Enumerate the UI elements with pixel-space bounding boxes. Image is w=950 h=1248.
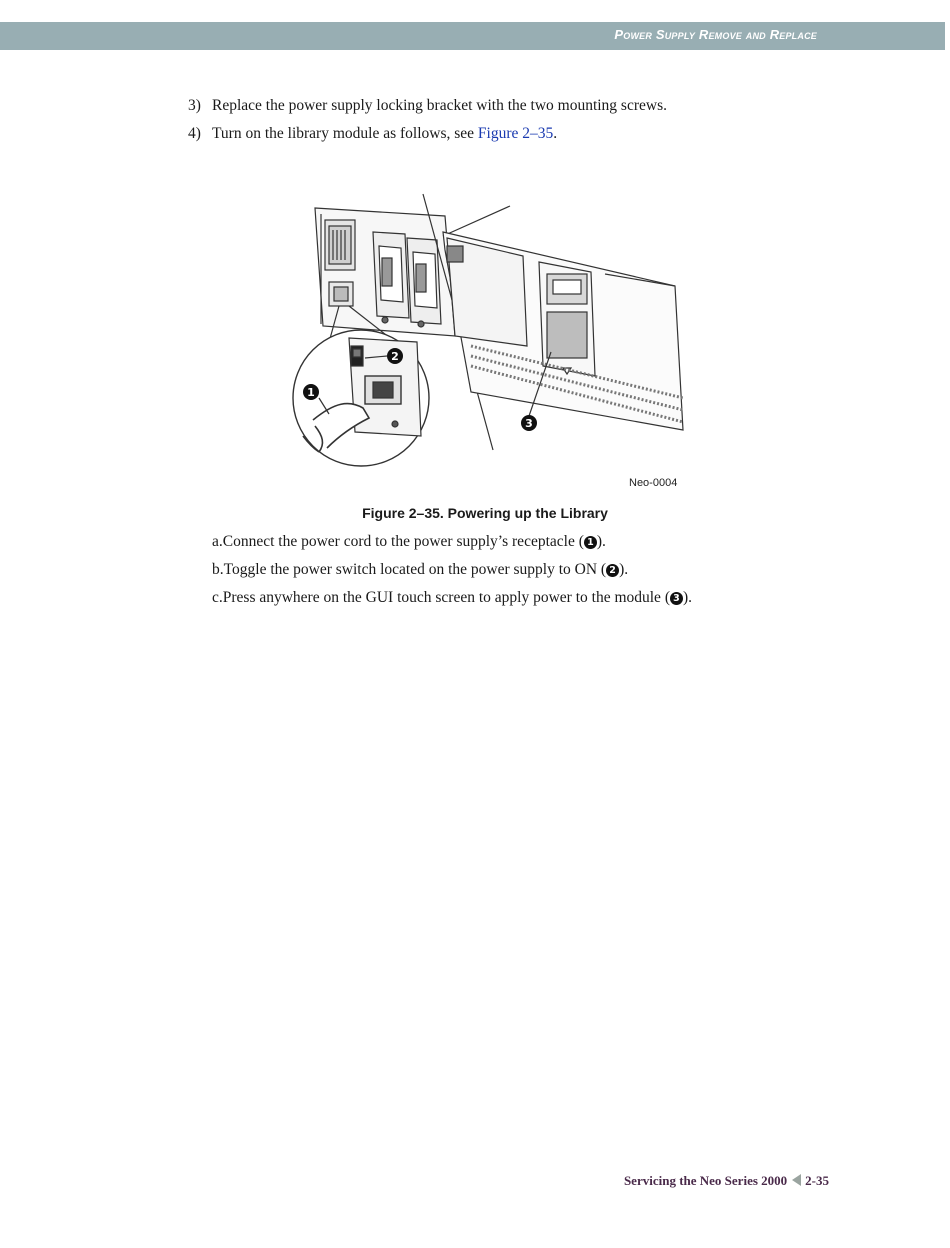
figure-illustration xyxy=(285,186,690,491)
substep-text: c.Press anywhere on the GUI touch screen to apply power to the module ( xyxy=(212,589,670,606)
figure-caption: Figure 2–35. Powering up the Library xyxy=(362,505,608,521)
header-title: Power Supply Remove and Replace xyxy=(614,27,817,42)
callout-1-icon: 1 xyxy=(584,536,597,549)
library-illustration xyxy=(285,186,690,491)
step-4 xyxy=(188,124,557,144)
triangle-left-icon xyxy=(792,1174,801,1186)
substep-a xyxy=(212,532,606,552)
substep-text: b.Toggle the power switch located on the power supply to ON ( xyxy=(212,561,607,578)
step-text: Replace the power supply locking bracket with the two mounting screws. xyxy=(212,97,667,114)
figure-id-label: Neo-0004 xyxy=(629,477,678,489)
substep-c xyxy=(212,588,692,608)
callout-3-icon: 3 xyxy=(670,592,683,605)
step-number: 3) xyxy=(188,97,201,114)
callout-2-icon: 2 xyxy=(606,564,619,577)
substep-text: a.Connect the power cord to the power supply’s receptacle ( xyxy=(212,533,584,550)
step-3 xyxy=(188,96,667,116)
substep-b xyxy=(212,560,628,580)
header-bar xyxy=(0,22,945,50)
substep-suffix: ). xyxy=(596,533,606,550)
step-suffix: . xyxy=(553,125,558,142)
substep-suffix: ). xyxy=(619,561,629,578)
step-number: 4) xyxy=(188,125,201,142)
callout-1-label: 1 xyxy=(307,386,315,399)
step-text: Turn on the library module as follows, see xyxy=(212,125,478,142)
footer-title: Servicing the Neo Series 2000 xyxy=(623,1173,788,1188)
callout-3-label: 3 xyxy=(525,417,533,430)
figure-link[interactable]: Figure 2–35 xyxy=(477,125,554,142)
page-footer xyxy=(624,1173,829,1189)
callout-2-label: 2 xyxy=(391,350,399,363)
page-number: 2-35 xyxy=(805,1173,829,1188)
substep-suffix: ). xyxy=(682,589,693,606)
